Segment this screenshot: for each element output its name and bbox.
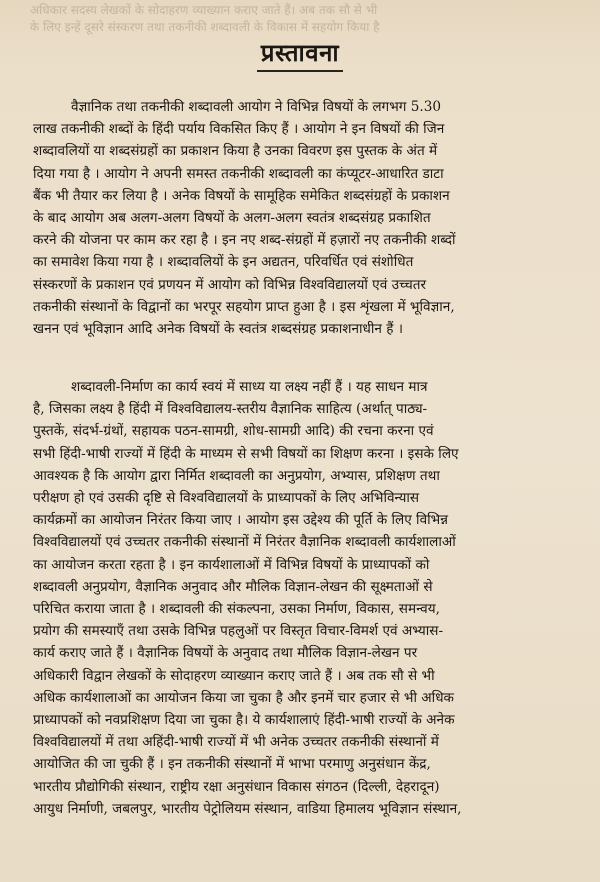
page-title: प्रस्तावना [257, 38, 343, 72]
paragraph-1 [33, 96, 571, 340]
text-line: करने की योजना पर काम कर रहा है । इन नए शब्द-संग्रहों में हज़ारों नए तकनीकी शब्दों [33, 232, 456, 249]
text-line: का आयोजन करता रहता है । इन कार्यशालाओं में विभिन्न विषयों के प्राध्यापकों को [33, 556, 430, 573]
text-line: शब्दावली अनुप्रयोग, वैज्ञानिक अनुवाद और मौलिक विज्ञान-लेखन की सूक्ष्मताओं से [33, 578, 433, 595]
text-line: सभी हिंदी-भाषी राज्यों में हिंदी के माध्यम से सभी विषयों का शिक्षण करना । इसके लिए [33, 445, 459, 462]
text-line: कार्यक्रमों का आयोजन निरंतर किया जाए । आयोग इस उद्देश्य की पूर्ति के लिए विभिन्न [33, 512, 448, 529]
paragraph-2 [33, 376, 571, 820]
text-line: तकनीकी संस्थानों के विद्वानों का भरपूर सहयोग प्राप्त हुआ है । इस शृंखला में भूविज्ञान, [33, 298, 455, 315]
text-line: प्राध्यापकों को नवप्रशिक्षण दिया जा चुका है। ये कार्यशालाएं हिंदी-भाषी राज्यों के अनेक [33, 712, 455, 729]
text-line: प्रयोग की समस्याएँ तथा उसके विभिन्न पहलुओं पर विस्तृत विचार-विमर्श एवं अभ्यास- [33, 623, 444, 640]
text-line: कार्य कराए जाते हैं । वैज्ञानिक विषयों के अनुवाद तथा मौलिक विज्ञान-लेखन पर [33, 645, 418, 662]
text-line: परीक्षण हो एवं उसकी दृष्टि से विश्वविद्यालयों के प्राध्यापकों के लिए अभिविन्यास [33, 490, 420, 507]
text-line: संस्करणों के प्रकाशन एवं प्रणयन में आयोग को विभिन्न विश्वविद्यालयों एवं उच्चतर [33, 276, 427, 293]
page-title-wrap [0, 36, 600, 69]
text-line: आवश्यक है कि आयोग द्वारा निर्मित शब्दावली का अनुप्रयोग, अभ्यास, प्रशिक्षण तथा [33, 467, 440, 484]
text-line: खनन एवं भूविज्ञान आदि अनेक विषयों के स्वतंत्र शब्दसंग्रह प्रकाशनाधीन हैं । [33, 321, 403, 338]
text-line: बैंक भी तैयार कर लिया है । अनेक विषयों के सामूहिक समेकित शब्दसंग्रहों के प्रकाशन [33, 187, 450, 204]
bleed-through-text [30, 2, 590, 36]
text-line: पुस्तकें, संदर्भ-ग्रंथों, सहायक पठन-सामग्री, शोध-सामग्री आदि) की रचना करना एवं [33, 423, 434, 440]
text-line: आयोजित की जा चुकी हैं । इन तकनीकी संस्थानों में भाभा परमाणु अनुसंधान केंद्र, [33, 756, 431, 773]
text-line: है, जिसका लक्ष्य है हिंदी में विश्वविद्यालय-स्तरीय वैज्ञानिक साहित्य (अर्थात् पाठ्य- [33, 401, 428, 418]
text-line: शब्दावलियों या शब्दसंग्रहों का प्रकाशन किया है उनका विवरण इस पुस्तक के अंत में [33, 143, 438, 160]
text-line: लाख तकनीकी शब्दों के हिंदी पर्याय विकसित किए हैं । आयोग ने इन विषयों की जिन [33, 121, 445, 138]
text-line: परिचित कराया जाता है । शब्दावली की संकल्पना, उसका निर्माण, विकास, समन्वय, [33, 601, 440, 618]
text-line: विश्वविद्यालयों में तथा अहिंदी-भाषी राज्यों में भी अनेक उच्चतर तकनीकी संस्थानों में [33, 734, 439, 751]
text-line: का समावेश किया गया है । शब्दावलियों के इन अद्यतन, परिवर्धित एवं संशोधित [33, 254, 414, 271]
bleed-line: अधिकार सदस्य लेखकों के सोदाहरण व्याख्यान कराए जाते हैं। अब तक सौ से भी [30, 3, 378, 17]
text-line: अधिकारी विद्वान लेखकों के सोदाहरण व्याख्यान कराए जाते हैं । अब तक सौ से भी [33, 667, 435, 684]
text-line: दिया गया है । आयोग ने अपनी समस्त तकनीकी शब्दावली का कंप्यूटर-आधारित डाटा [33, 165, 444, 182]
text-line: के बाद आयोग अब अलग-अलग विषयों के अलग-अलग स्वतंत्र शब्दसंग्रह प्रकाशित [33, 210, 431, 227]
text-line: भारतीय प्रौद्योगिकी संस्थान, राष्ट्रीय रक्षा अनुसंधान विकास संगठन (दिल्ली, देहरादून) [33, 778, 440, 795]
text-line: वैज्ञानिक तथा तकनीकी शब्दावली आयोग ने विभिन्न विषयों के लगभग 5.30 [71, 99, 442, 115]
text-line: शब्दावली-निर्माण का कार्य स्वयं में साध्य या लक्ष्य नहीं हैं । यह साधन मात्र [71, 379, 428, 395]
bleed-line: के लिए इन्हें दूसरे संस्करण तथा तकनीकी शब्दावली के विकास में सहयोग किया है [30, 20, 380, 34]
text-line: आयुध निर्माणी, जबलपुर, भारतीय पेट्रोलियम संस्थान, वाडिया हिमालय भूविज्ञान संस्थान, [33, 800, 462, 817]
text-line: अधिक कार्यशालाओं का आयोजन किया जा चुका है और इनमें चार हजार से भी अधिक [33, 689, 454, 706]
text-line: विश्वविद्यालयों एवं उच्चतर तकनीकी संस्थानों में निरंतर वैज्ञानिक शब्दावली कार्यशालाओं [33, 534, 456, 551]
